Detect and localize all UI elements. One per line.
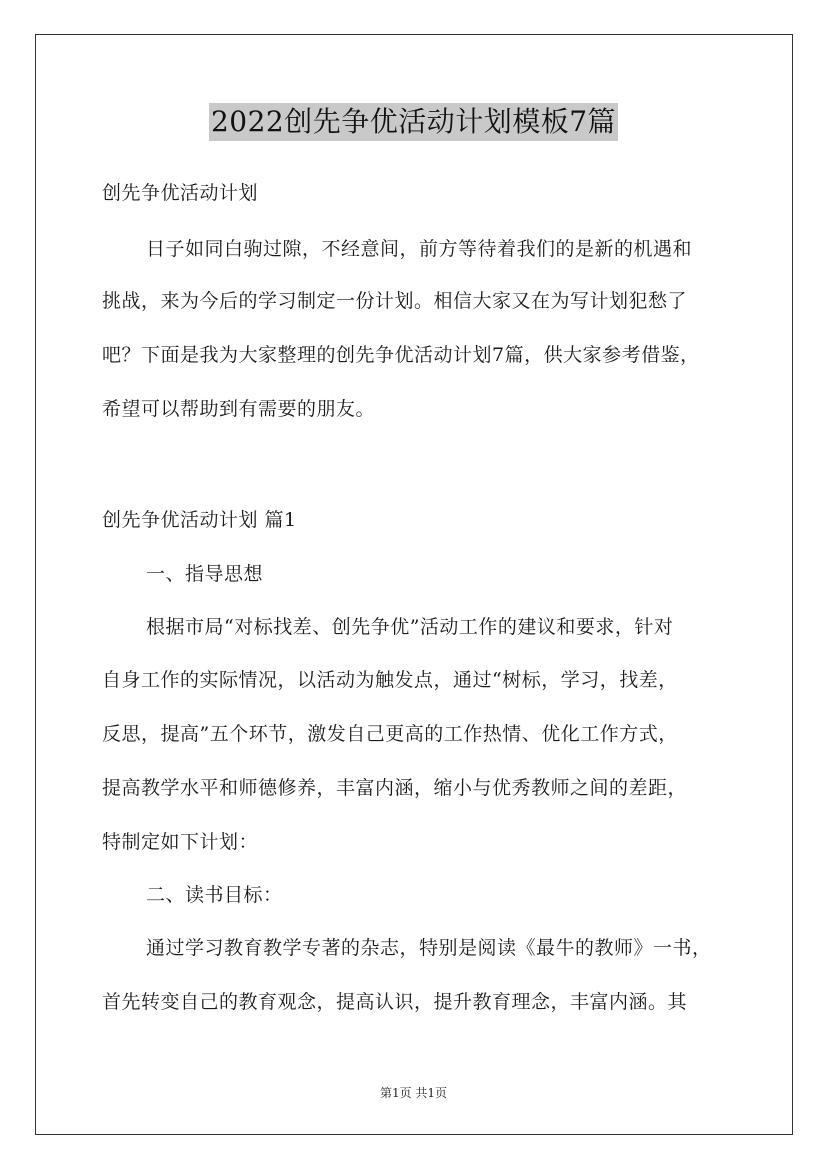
paragraph-line: 反思，提高”五个环节，激发自己更高的工作热情、优化工作方式， — [102, 723, 678, 745]
paragraph-line: 希望可以帮助到有需要的朋友。 — [102, 398, 376, 420]
paragraph-line: 通过学习教育教学专著的杂志，特别是阅读《最牛的教师》一书， — [146, 937, 712, 959]
paragraph-line: 日子如同白驹过隙，不经意间，前方等待着我们的是新的机遇和 — [146, 238, 693, 260]
paragraph-line: 特制定如下计划： — [102, 831, 259, 853]
paragraph-line: 提高教学水平和师德修养，丰富内涵，缩小与优秀教师之间的差距， — [102, 777, 688, 799]
section-heading: 创先争优活动计划 篇1 — [102, 509, 297, 531]
paragraph-line: 吧？下面是我为大家整理的创先争优活动计划7篇，供大家参考借鉴， — [102, 344, 700, 366]
subheading: 一、指导思想 — [146, 563, 264, 585]
paragraph-line: 根据市局“对标找差、创先争优”活动工作的建议和要求，针对 — [146, 616, 674, 638]
page-footer: 第1页 共1页 — [379, 1086, 448, 1100]
paragraph-line: 挑战，来为今后的学习制定一份计划。相信大家又在为写计划犯愁了 — [102, 290, 688, 312]
intro-heading: 创先争优活动计划 — [102, 182, 259, 204]
document-title: 2022创先争优活动计划模板7篇 — [209, 103, 618, 141]
paragraph-line: 首先转变自己的教育观念，提高认识，提升教育理念，丰富内涵。其 — [102, 991, 688, 1013]
title-container — [0, 103, 827, 141]
subheading: 二、读书目标： — [146, 884, 283, 906]
paragraph-line: 自身工作的实际情况，以活动为触发点，通过“树标，学习，找差， — [102, 669, 678, 691]
